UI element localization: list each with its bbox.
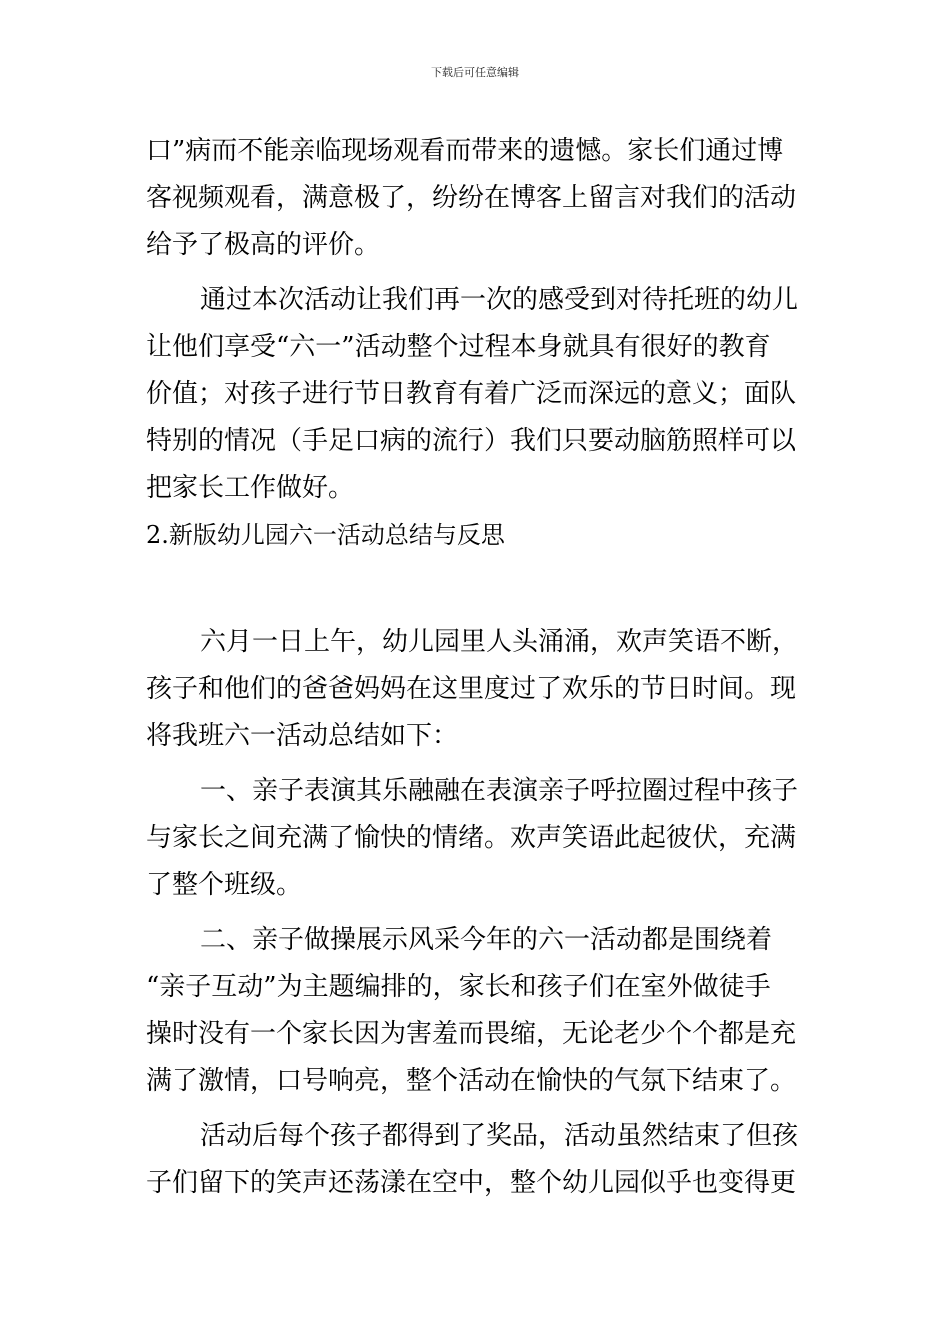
text-line: 了整个班级。 <box>146 870 303 900</box>
text-line: 一、亲子表演其乐融融在表演亲子呼拉圈过程中孩子 <box>200 776 799 806</box>
text-line: 活动后每个孩子都得到了奖品，活动虽然结束了但孩 <box>200 1121 799 1151</box>
paragraph-item-two <box>146 917 810 1105</box>
paragraph-intro <box>146 619 810 760</box>
text-line: 子们留下的笑声还荡漾在空中，整个幼儿园似乎也变得更 <box>146 1168 797 1198</box>
text-line: 孩子和他们的爸爸妈妈在这里度过了欢乐的节日时间。现 <box>146 674 797 704</box>
text-line: 二、亲子做操展示风采今年的六一活动都是围绕着 <box>200 925 773 955</box>
text-line: 把家长工作做好。 <box>146 473 355 503</box>
text-line: 给予了极高的评价。 <box>146 230 381 260</box>
page-header-note: 下载后可任意编辑 <box>431 66 519 79</box>
document-body <box>146 128 810 1207</box>
text-line: 操时没有一个家长因为害羞而畏缩，无论老少个个都是充 <box>146 1019 797 1049</box>
section-heading: 2.新版幼儿园六一活动总结与反思 <box>146 521 505 549</box>
paragraph-continued <box>146 128 810 269</box>
text-line: 将我班六一活动总结如下： <box>146 721 459 751</box>
text-line: 客视频观看，满意极了，纷纷在博客上留言对我们的活动 <box>146 183 797 213</box>
text-line: 满了激情，口号响亮，整个活动在愉快的气氛下结束了。 <box>146 1066 797 1096</box>
text-line: 价值；对孩子进行节日教育有着广泛而深远的意义；面队 <box>146 379 797 409</box>
text-line: “亲子互动”为主题编排的，家长和孩子们在室外做徒手 <box>146 972 771 1002</box>
text-line: 口”病而不能亲临现场观看而带来的遗憾。家长们通过博 <box>146 136 784 166</box>
paragraph-after-activity <box>146 1113 810 1207</box>
paragraph-conclusion <box>146 277 810 512</box>
text-line: 特别的情况（手足口病的流行）我们只要动脑筋照样可以 <box>146 426 797 456</box>
paragraph-item-one <box>146 768 810 909</box>
text-line: 通过本次活动让我们再一次的感受到对待托班的幼儿 <box>200 285 799 315</box>
text-line: 让他们享受“六一”活动整个过程本身就具有很好的教育 <box>146 332 771 362</box>
text-line: 六月一日上午，幼儿园里人头涌涌，欢声笑语不断， <box>200 627 799 657</box>
text-line: 与家长之间充满了愉快的情绪。欢声笑语此起彼伏，充满 <box>146 823 797 853</box>
